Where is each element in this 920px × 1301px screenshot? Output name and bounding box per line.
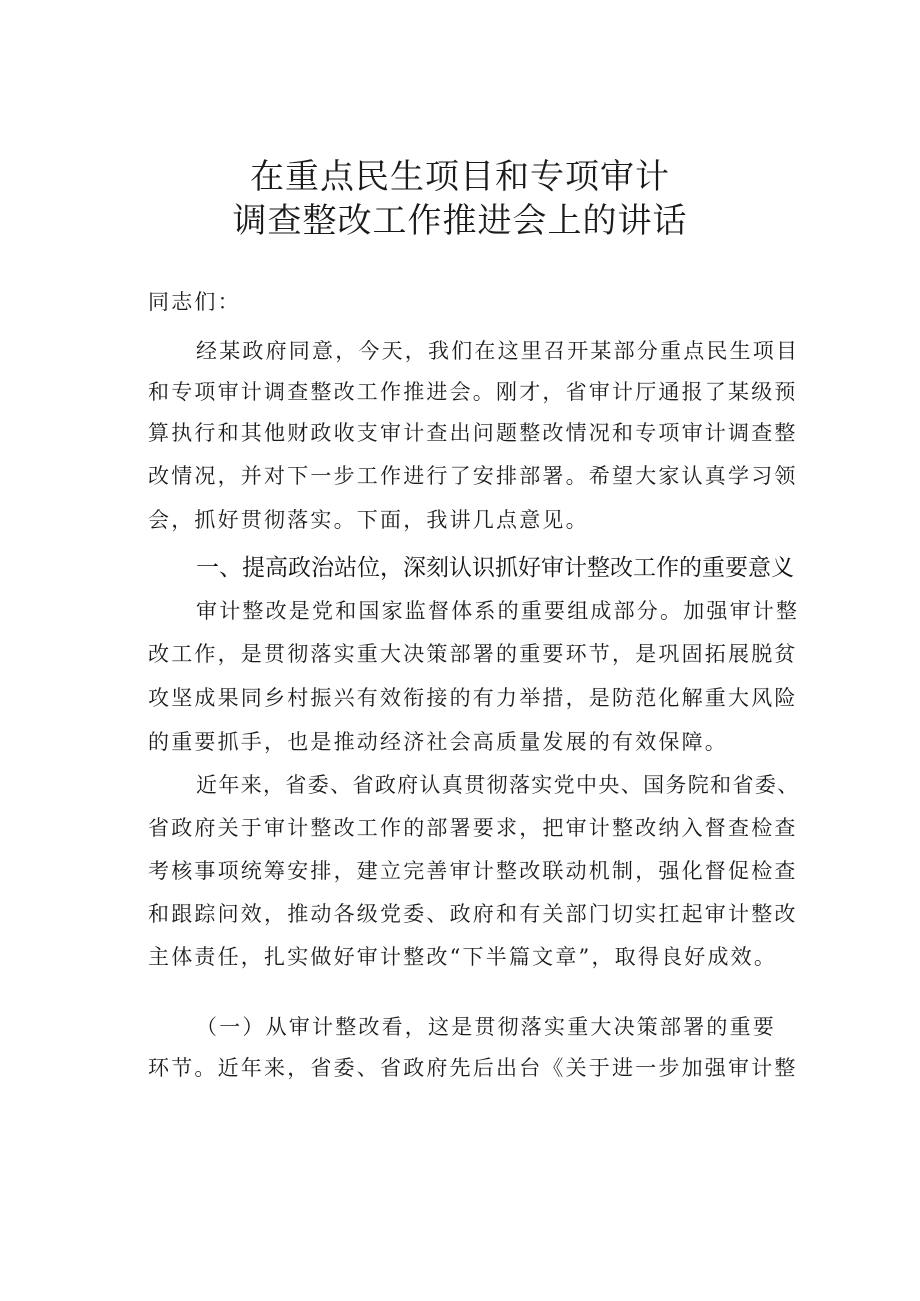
paragraph-3-line-2: 省政府关于审计整改工作的部署要求，把审计整改纳入督查检查 xyxy=(148,816,798,840)
paragraph-1-line-1: 经某政府同意，今天，我们在这里召开某部分重点民生项目 xyxy=(196,339,800,363)
paragraph-2-line-3: 攻坚成果同乡村振兴有效衔接的有力举措，是防范化解重大风险 xyxy=(148,686,798,710)
paragraph-2-line-1: 审计整改是党和国家监督体系的重要组成部分。加强审计整 xyxy=(196,599,800,623)
paragraph-2-line-4: 的重要抓手，也是推动经济社会高质量发展的有效保障。 xyxy=(148,730,728,754)
paragraph-1-line-3: 算执行和其他财政收支审计查出问题整改情况和专项审计调查整 xyxy=(148,421,798,445)
paragraph-1-line-4: 改情况，并对下一步工作进行了安排部署。希望大家认真学习领 xyxy=(148,464,798,488)
section-1-heading: 一、提高政治站位，深刻认识抓好审计整改工作的重要意义 xyxy=(196,555,794,581)
paragraph-1-line-2: 和专项审计调查整改工作推进会。刚才，省审计厅通报了某级预 xyxy=(148,380,798,404)
paragraph-3-line-5: 主体责任，扎实做好审计整改“下半篇文章”，取得良好成效。 xyxy=(148,945,778,969)
paragraph-4-line-1: （一）从审计整改看，这是贯彻落实重大决策部署的重要 xyxy=(196,1015,776,1039)
paragraph-4-line-2: 环节。近年来，省委、省政府先后出台《关于进一步加强审计整 xyxy=(148,1056,798,1080)
document-title-line-1: 在重点民生项目和专项审计 xyxy=(250,157,670,197)
paragraph-3-line-3: 考核事项统筹安排，建立完善审计整改联动机制，强化督促检查 xyxy=(148,859,798,883)
paragraph-3-line-1: 近年来，省委、省政府认真贯彻落实党中央、国务院和省委、 xyxy=(196,773,800,797)
paragraph-2-line-2: 改工作，是贯彻落实重大决策部署的重要环节，是巩固拓展脱贫 xyxy=(148,642,798,666)
paragraph-3-line-4: 和跟踪问效，推动各级党委、政府和有关部门切实扛起审计整改 xyxy=(148,902,798,926)
document-title-line-2: 调查整改工作推进会上的讲话 xyxy=(232,201,688,241)
salutation: 同志们： xyxy=(148,290,241,314)
paragraph-1-line-5: 会，抓好贯彻落实。下面，我讲几点意见。 xyxy=(148,508,589,532)
